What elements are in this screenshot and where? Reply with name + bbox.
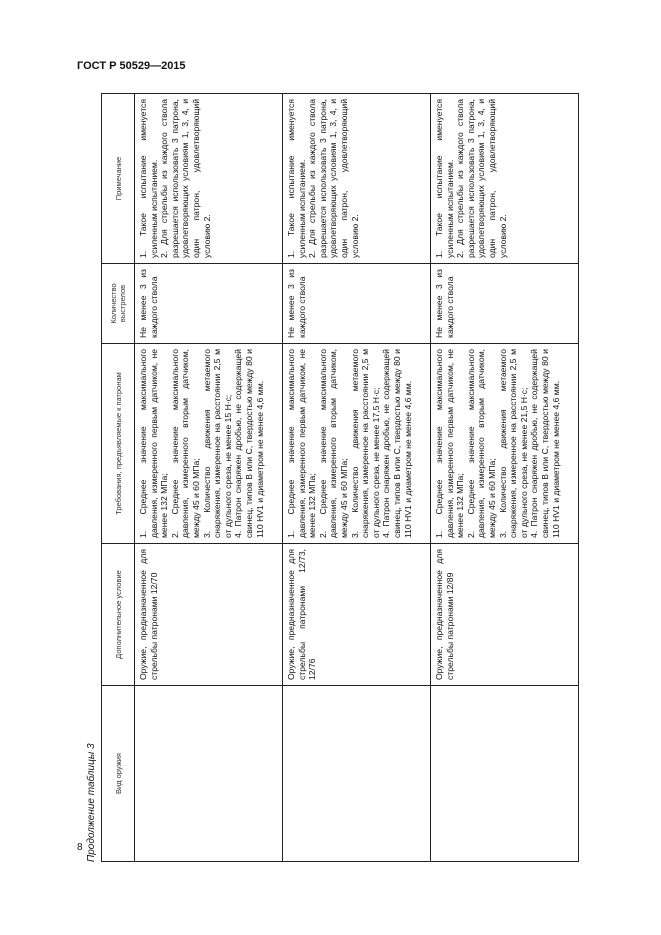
requirement-item: 4. Патрон снаряжен дробью, не содержащей свинец, типов В или С, твердостью между 80 и 110 HV1 и диаметром не менее 4,6 мм. xyxy=(529,349,561,538)
table-row xyxy=(431,94,579,862)
table-header-row xyxy=(102,94,135,862)
requirement-item: 4. Патрон снаряжен дробью, не содержащей свинец, типов В или С, твердостью между 80 и 110 HV1 и диаметром не менее 4,6 мм. xyxy=(381,349,413,538)
column-header-weapon-type: Вид оружия xyxy=(102,686,135,862)
requirement-item: 2. Среднее значение максимального давления, измеренного вторым датчиком, между 45 и 60 МПа; xyxy=(465,349,497,538)
column-header-notes: Примечание xyxy=(102,94,135,264)
requirement-item: 2. Среднее значение максимального давления, измеренного вторым датчиком, между 45 и 60 МПа; xyxy=(317,349,349,538)
requirements-cell xyxy=(135,344,283,544)
weapon-type-cell xyxy=(283,686,431,862)
note-item: 2. Для стрельбы из каждого ствола разрешается использовать 3 патрона, удовлетворяющих условиям 1, 3, 4, и один патрон, удовлетворяющий условию 2. xyxy=(307,99,360,258)
notes-cell xyxy=(431,94,579,264)
note-item: 1. Такое испытание именуется усиленным испытанием. xyxy=(138,99,159,258)
shots-cell: Не менее 3 из каждого ствола xyxy=(283,264,431,344)
note-item: 2. Для стрельбы из каждого ствола разрешается использовать 3 патрона, удовлетворяющих условиям 1, 3, 4, и один патрон, удовлетворяющий условию 2. xyxy=(455,99,508,258)
weapon-type-cell xyxy=(431,686,579,862)
notes-cell xyxy=(135,94,283,264)
shots-cell: Не менее 3 из каждого ствола xyxy=(431,264,579,344)
requirement-item: 3. Количество движения метаемого снаряжения, измеренное на расстоянии 2,5 м от дульного среза, не менее 17,5 Н·с; xyxy=(349,349,381,538)
table-caption: Продолжение таблицы 3 xyxy=(86,743,97,862)
note-item: 1. Такое испытание именуется усиленным испытанием. xyxy=(434,99,455,258)
table-row xyxy=(135,94,283,862)
requirements-cell xyxy=(431,344,579,544)
requirement-item: 2. Среднее значение максимального давления, измеренного вторым датчиком, между 45 и 60 МПа; xyxy=(169,349,201,538)
rotated-table-block xyxy=(84,94,582,862)
column-header-condition: Дополнительное условие xyxy=(102,544,135,686)
condition-cell: Оружие, предназначенное для стрельбы патронами 12/89 xyxy=(431,544,579,686)
requirement-item: 1. Среднее значение максимального давления, измеренного первым датчиком, не менее 132 МПа; xyxy=(138,349,170,538)
condition-cell: Оружие, предназначенное для стрельбы патронами 12/73, 12/76 xyxy=(283,544,431,686)
column-header-shots: Количество выстрелов xyxy=(102,264,135,344)
table-row xyxy=(283,94,431,862)
requirement-item: 3. Количество движения метаемого снаряжения, измеренное на расстоянии 2,5 м от дульного среза, не менее 15 Н·с; xyxy=(201,349,233,538)
requirement-item: 3. Количество движения метаемого снаряжения, измеренное на расстоянии 2,5 м от дульного среза, не менее 21,5 Н·с; xyxy=(497,349,529,538)
requirement-item: 1. Среднее значение максимального давления, измеренного первым датчиком, не менее 132 МПа; xyxy=(434,349,466,538)
requirements-cell xyxy=(283,344,431,544)
requirement-item: 4. Патрон снаряжен дробью, не содержащей свинец, типов В или С, твердостью между 80 и 110 HV1 и диаметром не менее 4,6 мм. xyxy=(233,349,265,538)
page-number: 8 xyxy=(77,842,83,853)
notes-cell xyxy=(283,94,431,264)
requirements-table xyxy=(101,93,579,862)
shots-cell: Не менее 3 из каждого ствола xyxy=(135,264,283,344)
document-header: ГОСТ Р 50529—2015 xyxy=(77,60,186,72)
note-item: 1. Такое испытание именуется усиленным испытанием. xyxy=(286,99,307,258)
note-item: 2. Для стрельбы из каждого ствола разрешается использовать 3 патрона, удовлетворяющих условиям 1, 3, 4, и один патрон, удовлетворяющий условию 2. xyxy=(159,99,212,258)
condition-cell: Оружие, предназначенное для стрельбы патронами 12/70 xyxy=(135,544,283,686)
column-header-requirements: Требования, предъявляемые к патронам xyxy=(102,344,135,544)
weapon-type-cell xyxy=(135,686,283,862)
requirement-item: 1. Среднее значение максимального давления, измеренного первым датчиком, не менее 132 МПа; xyxy=(286,349,318,538)
